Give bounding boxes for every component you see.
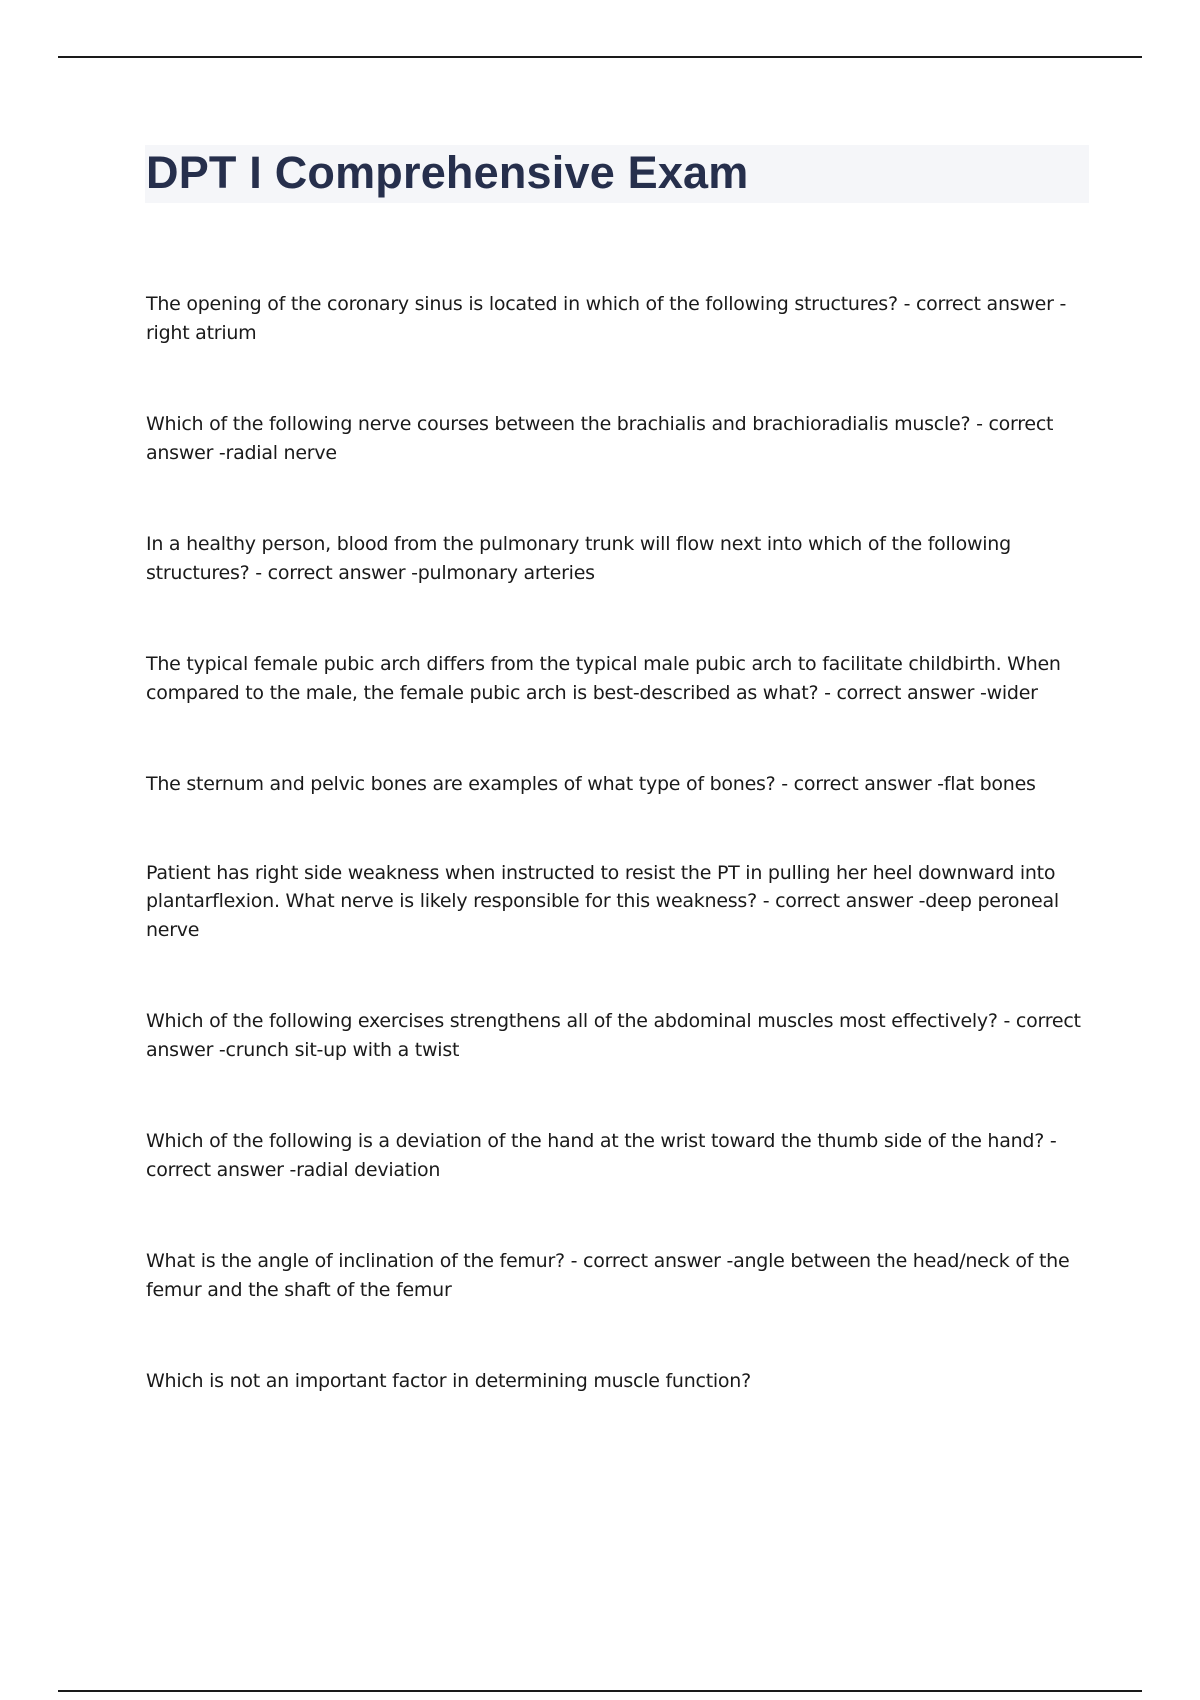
qa-item-5: The sternum and pelvic bones are examples of what type of bones? - correct answer -flat bones: [146, 773, 1036, 795]
qa-item-7: Which of the following exercises strengthens all of the abdominal muscles most effectively? - correct answer -crunch sit-up with a twist: [146, 1010, 1081, 1061]
qa-item-2: Which of the following nerve courses between the brachialis and brachioradialis muscle? - correct answer -radial nerve: [146, 413, 1054, 464]
qa-list: [146, 290, 1096, 1459]
qa-item-6: Patient has right side weakness when instructed to resist the PT in pulling her heel downward into plantarflexion. What nerve is likely responsible for this weakness? - correct answer -deep peroneal nerve: [146, 861, 1059, 941]
qa-item-4: The typical female pubic arch differs from the typical male pubic arch to facilitate childbirth. When compared to the male, the female pubic arch is best-described as what? - correct answer -wider: [146, 653, 1061, 704]
top-rule: [58, 56, 1142, 58]
qa-item-8: Which of the following is a deviation of the hand at the wrist toward the thumb side of the hand? - correct answer -radial deviation: [146, 1130, 1057, 1181]
qa-item-3: In a healthy person, blood from the pulmonary trunk will flow next into which of the following structures? - correct answer -pulmonary arteries: [146, 533, 1011, 584]
qa-item-1: The opening of the coronary sinus is located in which of the following structures? - correct answer -right atrium: [146, 293, 1067, 344]
page-title: DPT I Comprehensive Exam: [146, 147, 749, 198]
bottom-rule: [58, 1690, 1142, 1692]
qa-item-10: Which is not an important factor in determining muscle function?: [146, 1370, 751, 1392]
qa-item-9: What is the angle of inclination of the femur? - correct answer -angle between the head/neck of the femur and the shaft of the femur: [146, 1250, 1070, 1301]
